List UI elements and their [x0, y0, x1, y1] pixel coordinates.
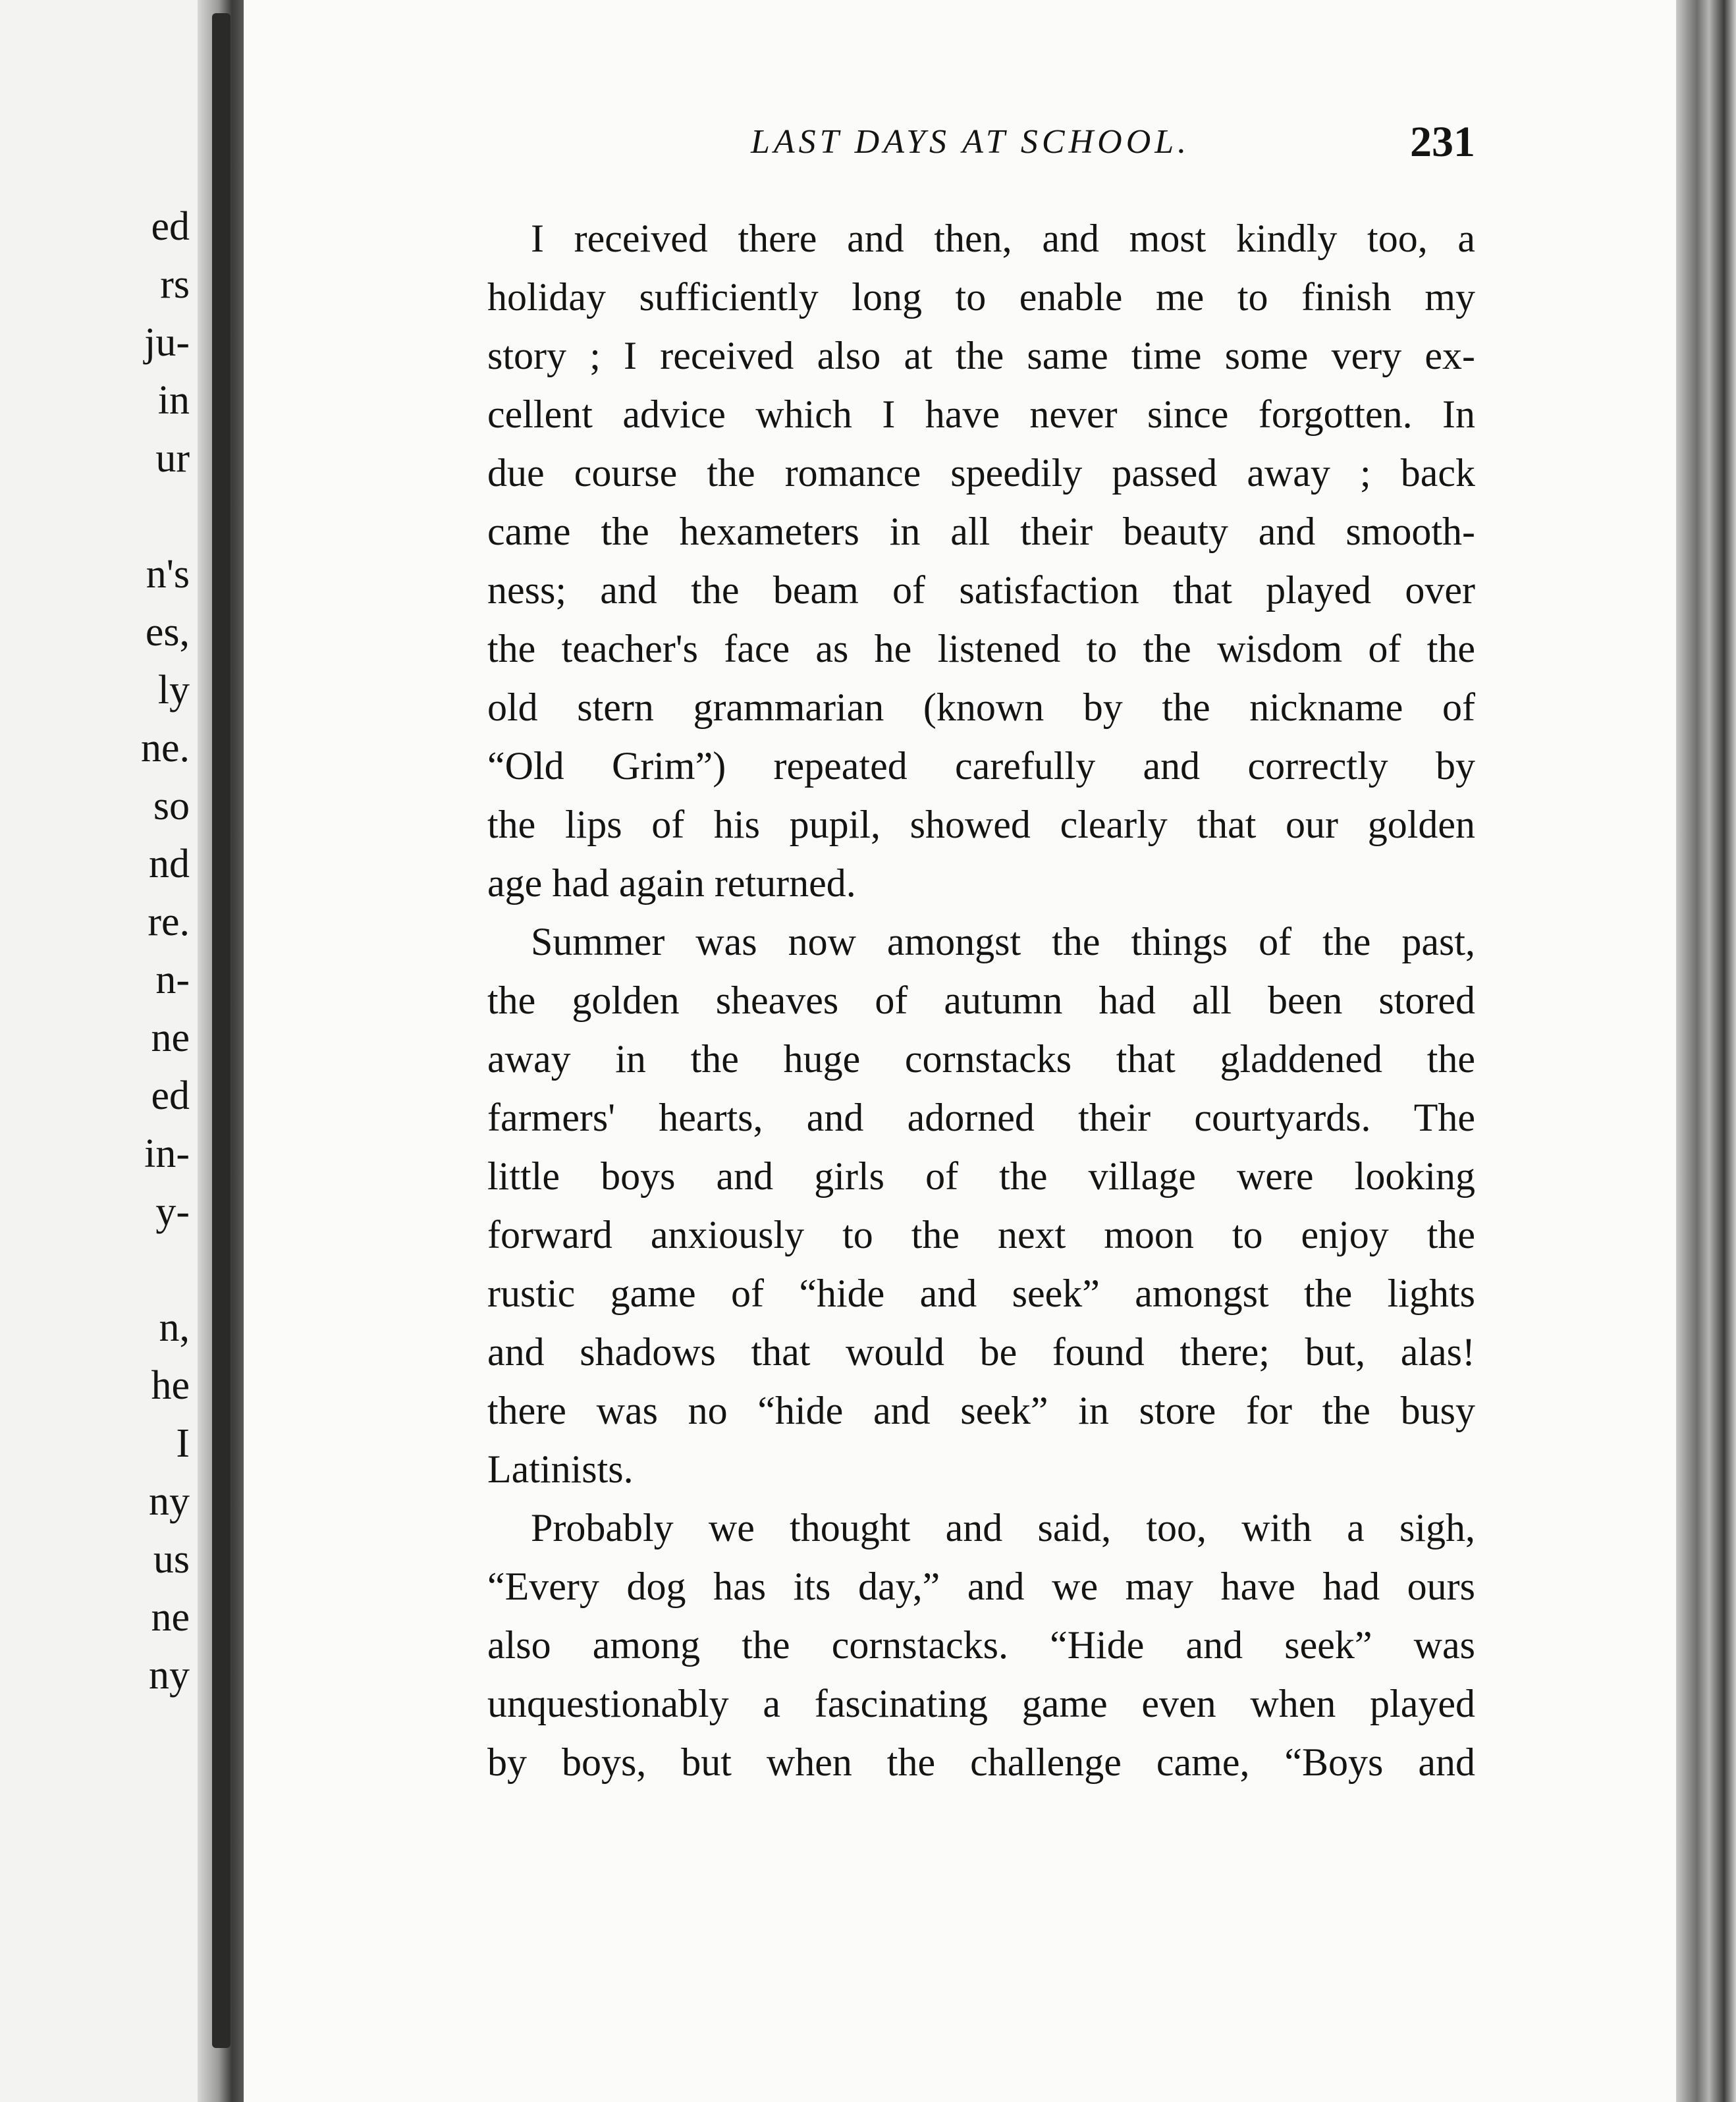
text-line: “Every dog has its day,” and we may have had ours — [487, 1565, 1475, 1608]
left-fragment: ny — [149, 1653, 190, 1698]
left-fragment: ly — [157, 668, 190, 713]
page-number: 231 — [1410, 118, 1475, 166]
book-spine-shadow — [212, 13, 231, 2048]
left-fragment — [58, 487, 190, 545]
left-fragment: n- — [155, 957, 190, 1002]
text-line: due course the romance speedily passed away ; back — [487, 451, 1475, 495]
text-line: Summer was now amongst the things of the past, — [531, 920, 1475, 963]
left-fragment: in — [157, 378, 190, 423]
left-fragment: ju- — [144, 320, 190, 365]
left-fragment: ur — [155, 436, 190, 481]
left-fragment: in- — [144, 1131, 190, 1176]
running-head: LAST DAYS AT SCHOOL. — [751, 123, 1191, 161]
facing-page-left — [0, 0, 198, 2102]
text-line: the golden sheaves of autumn had all been stored — [487, 979, 1475, 1022]
text-line: also among the cornstacks. “Hide and seek” was — [487, 1623, 1475, 1667]
text-line: cellent advice which I have never since forgotten. In — [487, 392, 1475, 436]
left-fragment: n, — [159, 1305, 190, 1350]
left-fragment: ny — [149, 1479, 190, 1524]
text-line: came the hexameters in all their beauty and smooth- — [487, 510, 1475, 553]
left-fragment: rs — [160, 262, 190, 307]
text-line: the lips of his pupil, showed clearly that our golden — [487, 803, 1475, 846]
text-line: forward anxiously to the next moon to enjoy the — [487, 1213, 1475, 1256]
text-line: away in the huge cornstacks that gladdened the — [487, 1037, 1475, 1081]
page-edge-stack — [1676, 0, 1736, 2102]
text-line: unquestionably a fascinating game even when played — [487, 1682, 1475, 1725]
text-line: ness; and the beam of satisfaction that played over — [487, 568, 1475, 612]
text-line: holiday sufficiently long to enable me to finish my — [487, 275, 1475, 319]
text-line: old stern grammarian (known by the nickname of — [487, 686, 1475, 729]
text-line: the teacher's face as he listened to the wisdom of the — [487, 627, 1475, 670]
left-fragment: us — [153, 1537, 190, 1582]
left-fragment: re. — [148, 900, 190, 944]
text-line: rustic game of “hide and seek” amongst the lights — [487, 1272, 1475, 1315]
left-fragment: n's — [146, 552, 190, 597]
left-page-line-endings — [58, 198, 190, 1704]
text-line: there was no “hide and seek” in store for the busy — [487, 1389, 1475, 1432]
left-fragment: nd — [149, 842, 190, 886]
left-fragment: y- — [155, 1189, 190, 1234]
text-line: Latinists. — [487, 1447, 634, 1491]
text-line: “Old Grim”) repeated carefully and correctly by — [487, 744, 1475, 788]
page-header — [724, 117, 1482, 176]
text-line: I received there and then, and most kindly too, a — [531, 217, 1475, 260]
left-fragment: I — [176, 1421, 190, 1466]
text-line: story ; I received also at the same time some very ex- — [487, 334, 1475, 377]
text-line: little boys and girls of the village were looking — [487, 1154, 1475, 1198]
text-line: age had again returned. — [487, 861, 856, 905]
left-fragment: ne — [151, 1595, 190, 1640]
left-fragment: ed — [151, 1073, 190, 1118]
text-line: Probably we thought and said, too, with a sigh, — [531, 1506, 1475, 1550]
left-fragment: ed — [151, 204, 190, 249]
body-text — [487, 209, 1475, 1792]
text-line: farmers' hearts, and adorned their courtyards. The — [487, 1096, 1475, 1139]
left-fragment: he — [151, 1363, 190, 1408]
left-fragment — [58, 1241, 190, 1299]
left-fragment: ne — [151, 1015, 190, 1060]
text-line: by boys, but when the challenge came, “Boys and — [487, 1740, 1475, 1784]
left-fragment: ne. — [140, 726, 190, 770]
left-fragment: es, — [145, 610, 190, 655]
text-line: and shadows that would be found there; but, alas! — [487, 1330, 1475, 1374]
left-fragment: so — [153, 784, 190, 828]
